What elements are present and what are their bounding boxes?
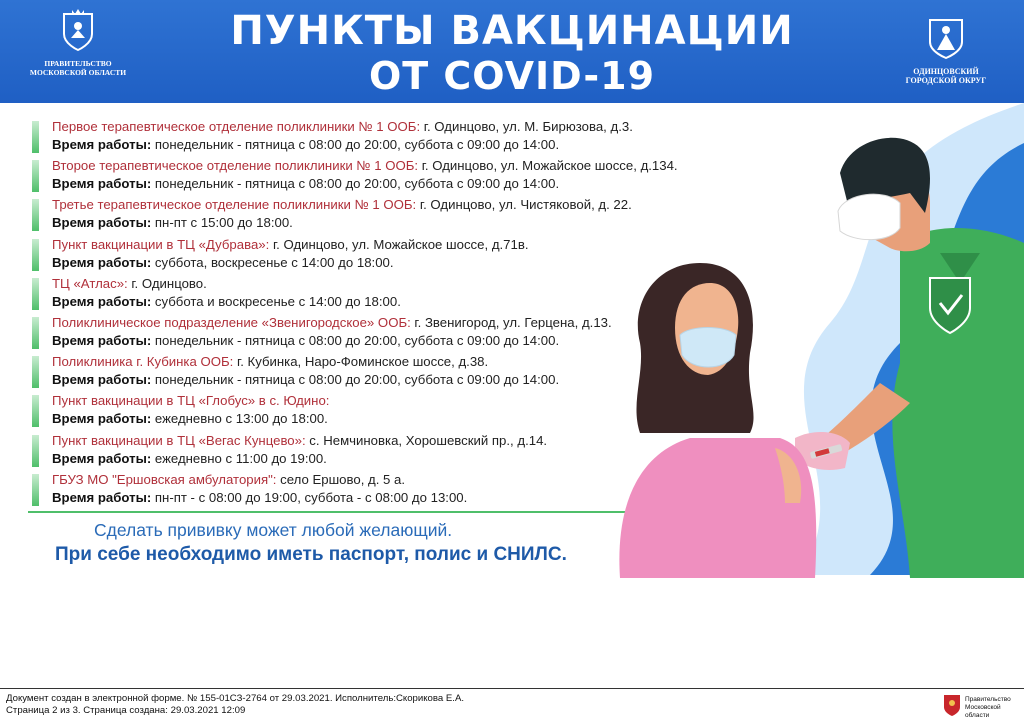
vaccination-illustration — [600, 103, 1024, 578]
entry-hours: понедельник - пятница с 08:00 до 20:00, суббота с 09:00 до 14:00. — [151, 176, 560, 192]
entry-address: с. Немчиновка, Хорошевский пр., д.14. — [305, 432, 548, 448]
entry-hours: пн-пт с 15:00 до 18:00. — [151, 215, 293, 231]
entry-name: Пункт вакцинации в ТЦ «Дубрава»: — [52, 236, 270, 252]
work-hours-label: Время работы: — [52, 293, 152, 309]
work-hours-label: Время работы: — [52, 372, 152, 388]
entry-marker — [32, 474, 39, 506]
entry-hours: суббота и воскресенье с 14:00 до 18:00. — [151, 293, 401, 309]
footer-line-2: Страница 2 из 3. Страница создана: 29.03.2021 12:09 — [6, 705, 246, 716]
entry-name: Поликлиническое подразделение «Звенигородское» ООБ: — [52, 314, 411, 330]
entry-name: ТЦ «Атлас»: — [52, 275, 128, 291]
entry-marker — [32, 278, 39, 310]
right-emblem-text: ОДИНЦОВСКИЙ ГОРОДСКОЙ ОКРУГ — [905, 67, 987, 85]
document-footer — [0, 688, 1024, 725]
entry-hours: суббота, воскресенье с 14:00 до 18:00. — [151, 254, 394, 270]
entry-address: г. Одинцово. — [127, 275, 207, 291]
divider — [28, 511, 628, 513]
entry-hours: ежедневно с 13:00 до 18:00. — [151, 411, 328, 427]
vaccination-points-list — [32, 118, 678, 510]
entry-hours: понедельник - пятница с 08:00 до 20:00, суббота с 09:00 до 14:00. — [151, 137, 560, 152]
entry-name: Пункт вакцинации в ТЦ «Глобус» в с. Юдино: — [52, 393, 330, 409]
odintsovo-coat-of-arms-icon — [926, 16, 966, 60]
list-item — [32, 157, 678, 196]
entry-address: г. Кубинка, Наро-Фоминское шоссе, д.38. — [233, 354, 489, 370]
moscow-region-coat-of-arms-icon — [60, 8, 96, 52]
left-emblem — [29, 8, 127, 77]
list-item — [32, 236, 652, 275]
entry-marker — [32, 160, 39, 192]
entry-name: Поликлиника г. Кубинка ООБ: — [52, 354, 234, 370]
entry-address: г. Одинцово, ул. Можайское шоссе, д.71в. — [269, 236, 529, 252]
header-banner — [0, 0, 1024, 103]
entry-marker — [32, 239, 39, 271]
doctor-figure — [795, 138, 1024, 578]
list-item — [32, 314, 652, 353]
list-item — [32, 353, 652, 392]
entry-hours: пн-пт - с 08:00 до 19:00, суббота - с 08:00 до 13:00. — [151, 489, 468, 505]
work-hours-label: Время работы: — [52, 254, 152, 270]
work-hours-label: Время работы: — [52, 176, 152, 192]
entry-marker — [32, 356, 39, 388]
entry-name: Пункт вакцинации в ТЦ «Вегас Кунцево»: — [52, 432, 306, 448]
work-hours-label: Время работы: — [52, 137, 152, 152]
work-hours-label: Время работы: — [52, 215, 152, 231]
work-hours-label: Время работы: — [52, 332, 152, 348]
work-hours-label: Время работы: — [52, 489, 152, 505]
list-item — [32, 196, 652, 235]
list-item — [32, 275, 652, 314]
list-item — [32, 118, 652, 157]
title-line-2: ОТ COVID-19 — [368, 54, 656, 98]
entry-address: г. Одинцово, ул. М. Бирюзова, д.3. — [420, 119, 633, 134]
entry-marker — [32, 395, 39, 427]
entry-hours: понедельник - пятница с 08:00 до 20:00, суббота с 09:00 до 14:00. — [151, 372, 560, 388]
entry-name: Второе терапевтическое отделение поликлиники № 1 ООБ: — [52, 158, 419, 174]
entry-marker — [32, 435, 39, 467]
list-item — [32, 471, 652, 510]
title-line-1: ПУНКТЫ ВАКЦИНАЦИИ — [230, 8, 794, 54]
entry-name: Третье терапевтическое отделение поликлиники № 1 ООБ: — [52, 197, 417, 213]
entry-name: ГБУЗ МО "Ершовская амбулатория": — [52, 471, 277, 487]
note-anyone-can-vaccinate: Сделать прививку может любой желающий. — [94, 520, 453, 540]
entry-address: село Ершово, д. 5 а. — [276, 471, 406, 487]
entry-address: г. Одинцово, ул. Можайское шоссе, д.134. — [418, 158, 678, 174]
footer-logo-text: Правительство Московской области — [965, 696, 1011, 719]
patient-figure — [619, 263, 816, 578]
left-emblem-text: ПРАВИТЕЛЬСТВО МОСКОВСКОЙ ОБЛАСТИ — [29, 59, 127, 77]
work-hours-label: Время работы: — [52, 411, 152, 427]
entry-marker — [32, 121, 39, 153]
entry-address: г. Одинцово, ул. Чистяковой, д. 22. — [416, 197, 632, 213]
list-item — [32, 432, 652, 471]
entry-name: Первое терапевтическое отделение поликлиники № 1 ООБ: — [52, 119, 421, 134]
moscow-region-logo-icon — [942, 693, 962, 717]
entry-address: г. Звенигород, ул. Герцена, д.13. — [410, 314, 612, 330]
list-item — [32, 392, 652, 431]
footer-line-1: Документ создан в электронной форме. № 155-01СЗ-2764 от 29.03.2021. Исполнитель:Скорикова Е.А. — [6, 693, 465, 704]
entry-marker — [32, 317, 39, 349]
entry-marker — [32, 199, 39, 231]
work-hours-label: Время работы: — [52, 450, 152, 466]
entry-hours: понедельник - пятница с 08:00 до 20:00, суббота с 09:00 до 14:00. — [151, 332, 560, 348]
note-documents-required: При себе необходимо иметь паспорт, полис и СНИЛС. — [55, 544, 567, 565]
entry-hours: ежедневно с 11:00 до 19:00. — [151, 450, 327, 466]
right-emblem — [898, 16, 994, 85]
